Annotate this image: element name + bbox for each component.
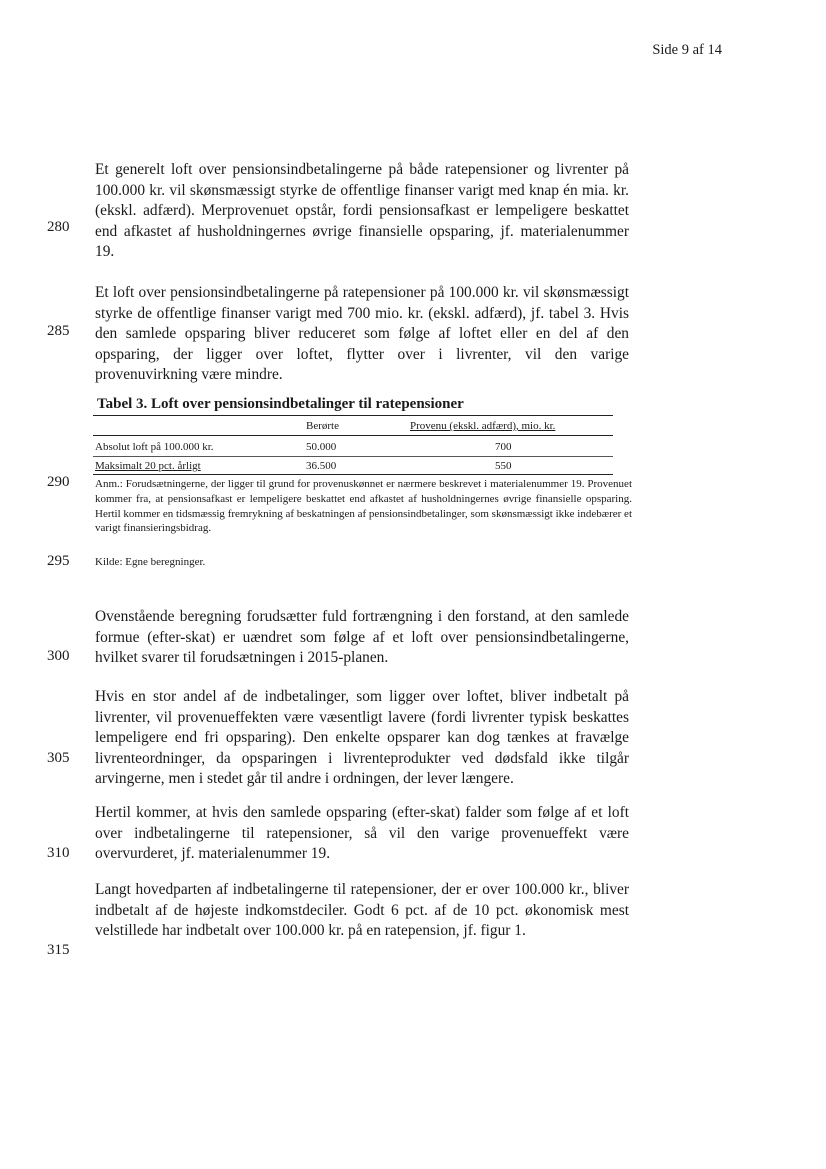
table-source: Kilde: Egne beregninger. [95, 556, 206, 568]
table-row-rule [93, 456, 613, 457]
table-note: Anm.: Forudsætningerne, der ligger til grund for provenuskønnet er nærmere beskrevet i materialenummer 19. Provenuet kommer fra, at pensionsafkast er lempeligere beskattet end afkastet af husholdningernes øvrige finansielle opsparing. Hertil kommer en tidsmæssig fremrykning af beskatningen af pensionsindbetalinger, som skønsmæssigt ikke indebærer et varigt finansieringsbidrag. [95, 478, 632, 535]
paragraph: Hertil kommer, at hvis den samlede opsparing (efter-skat) falder som følge af et loft over indbetalingerne til ratepensioner, så vil den varige provenueffekt være overvurderet, jf. materialenummer 19. [95, 804, 629, 863]
line-number-305: 305 [47, 750, 70, 766]
table-header-rule [93, 435, 613, 436]
table-cell-affected: 50.000 [306, 441, 337, 453]
paragraph: Ovenstående beregning forudsætter fuld fortrængning i den forstand, at den samlede formue (efter-skat) er uændret som følge af et loft over pensionsindbetalingerne, hvilket svarer til forudsætningen i 2015-planen. [95, 608, 629, 667]
paragraph: Et generelt loft over pensionsindbetalingerne på både ratepensioner og livrenter på 100.000 kr. vil skønsmæssigt styrke de offentlige finanser varigt med knap én mia. kr. (ekskl. adfærd). Merprovenuet opstår, fordi pensionsafkast er lempeligere beskattet end afkastet af husholdningernes øvrige finansielle opsparing, jf. materialenummer 19. [95, 161, 629, 261]
line-number-315: 315 [47, 942, 70, 958]
table-header-revenue: Provenu (ekskl. adfærd), mio. kr. [410, 420, 556, 432]
table-top-rule [93, 415, 613, 416]
table-header-affected: Berørte [306, 420, 339, 432]
table-row-label: Maksimalt 20 pct. årligt [95, 460, 201, 472]
line-number-310: 310 [47, 845, 70, 861]
line-number-285: 285 [47, 323, 70, 339]
line-number-300: 300 [47, 648, 70, 664]
table-row-label: Absolut loft på 100.000 kr. [95, 441, 214, 453]
line-number-280: 280 [47, 219, 70, 235]
page-number: Side 9 af 14 [652, 42, 722, 58]
paragraph: Hvis en stor andel af de indbetalinger, som ligger over loftet, bliver indbetalt på livrenter, vil provenueffekten være væsentligt lavere (fordi livrenter typisk beskattes lempeligere end fri opsparing). Den enkelte opsparer kan dog tænkes at fravælge livrenteordninger, da opsparingen i livrenteprodukter ved dødsfald ikke tilgår arvingerne, men i stedet går til andre i ordningen, der lever længere. [95, 688, 629, 788]
paragraph: Et loft over pensionsindbetalingerne på ratepensioner på 100.000 kr. vil skønsmæssigt styrke de offentlige finanser varigt med 700 mio. kr. (ekskl. adfærd), jf. tabel 3. Hvis den samlede opsparing bliver reduceret som følge af loftet eller en del af den opsparing, der ligger over loftet, flytter over i livrenter, vil den varige provenuvirkning være mindre. [95, 284, 629, 384]
line-number-290: 290 [47, 474, 70, 490]
table-title: Tabel 3. Loft over pensionsindbetalinger til ratepensioner [97, 396, 464, 412]
table-cell-revenue: 700 [495, 441, 512, 453]
table-bottom-rule [93, 474, 613, 475]
table-cell-affected: 36.500 [306, 460, 337, 472]
table-cell-revenue: 550 [495, 460, 512, 472]
paragraph: Langt hovedparten af indbetalingerne til ratepensioner, der er over 100.000 kr., bliver indbetalt af de højeste indkomstdeciler. Godt 6 pct. af de 10 pct. økonomisk mest velstillede har indbetalt over 100.000 kr. på en ratepension, jf. figur 1. [95, 881, 629, 940]
line-number-295: 295 [47, 553, 70, 569]
